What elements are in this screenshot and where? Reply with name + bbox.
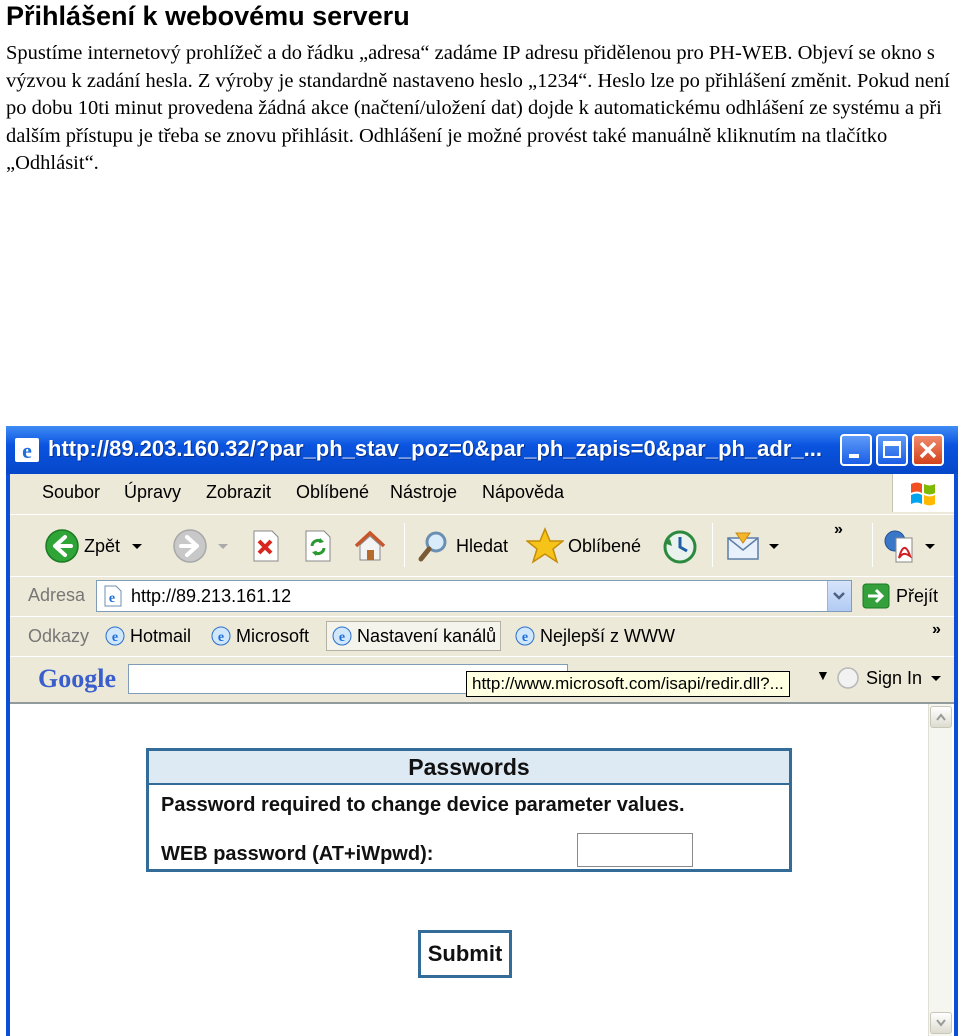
stop-icon [250, 529, 282, 563]
close-icon [914, 436, 942, 464]
stop-button[interactable] [250, 527, 282, 565]
link-tooltip: http://www.microsoft.com/isapi/redir.dll?... [466, 671, 790, 697]
toolbar-separator [872, 523, 873, 567]
address-bar [10, 576, 954, 614]
browser-window [6, 426, 958, 1036]
chevron-up-icon [935, 713, 947, 721]
forward-button[interactable] [172, 527, 232, 565]
links-overflow-chevron[interactable]: » [932, 621, 941, 638]
link-channel-settings[interactable] [326, 621, 501, 651]
history-icon [660, 527, 698, 565]
windows-flag-icon [893, 474, 953, 512]
vertical-scrollbar[interactable] [928, 704, 952, 1036]
browser-chrome [10, 474, 954, 1036]
menu-file[interactable]: Soubor [42, 482, 101, 502]
scroll-up-button[interactable] [930, 706, 952, 728]
page-content [10, 702, 954, 1036]
mail-dropdown-icon[interactable] [766, 541, 782, 551]
address-label: Adresa [28, 585, 86, 605]
address-input[interactable] [96, 580, 852, 612]
links-label: Odkazy [28, 626, 90, 646]
pdf-dropdown-icon[interactable] [922, 541, 938, 551]
toolbar-separator [404, 523, 405, 567]
ie-page-icon [514, 625, 536, 647]
menu-edit[interactable]: Úpravy [124, 482, 182, 502]
page-icon [103, 585, 123, 607]
link-hotmail[interactable] [100, 621, 195, 651]
go-arrow-icon [862, 583, 890, 609]
address-value: http://89.213.161.12 [131, 585, 292, 606]
pdf-icon [882, 528, 918, 564]
ie-page-icon [331, 625, 353, 647]
menu-favorites[interactable]: Oblíbené [296, 482, 370, 502]
forward-dropdown-icon[interactable] [214, 541, 232, 551]
google-dropdown-icon[interactable]: ▼ [816, 667, 830, 683]
menu-view[interactable]: Zobrazit [206, 482, 272, 502]
google-toolbar [10, 656, 954, 700]
panel-description: Password required to change device parameter values. [161, 794, 685, 816]
go-label: Přejít [896, 585, 939, 606]
sign-in-label: Sign In [866, 667, 923, 688]
back-label: Zpět [84, 535, 121, 556]
home-button[interactable] [352, 527, 388, 565]
svg-text:e: e [111, 630, 119, 645]
link-channel-settings-label: Nastavení kanálů [357, 625, 497, 646]
mail-icon [726, 529, 762, 563]
toolbar-overflow-chevron[interactable]: » [834, 521, 843, 538]
maximize-button[interactable] [876, 434, 908, 466]
history-button[interactable] [660, 527, 698, 565]
password-input[interactable] [577, 833, 693, 867]
svg-text:e: e [338, 630, 346, 645]
svg-text:e: e [108, 591, 116, 606]
link-hotmail-label: Hotmail [130, 625, 192, 646]
title-bar [6, 426, 958, 474]
ie-icon [14, 437, 40, 463]
standard-toolbar [10, 514, 954, 574]
document-title: Přihlášení k webovému serveru [6, 1, 410, 31]
maximize-icon [878, 436, 906, 464]
sign-in-button[interactable] [836, 666, 944, 690]
svg-text:e: e [521, 630, 529, 645]
document-paragraph: Spustíme internetový prohlížeč a do řádku „adresa“ zadáme IP adresu přidělenou pro PH-WEB. Objeví se okno s výzvou k zadání hesla. Z výroby je standardně nastaveno heslo „1234“. Heslo lze po přihlášení změnit. Pokud není po dobu 10ti minut provedena žádná akce (načtení/uložení dat) dojde k automatickému odhlášení ze systému a při dalším přístupu je třeba se znovu přihlásit. Odhlášení je možné provést také manuálně kliknutím na tlačítko „Odhlásit“. [6, 42, 950, 174]
svg-text:e: e [217, 630, 225, 645]
submit-button[interactable]: Submit [418, 930, 512, 978]
google-logo[interactable]: Google [38, 664, 116, 693]
svg-text:e: e [22, 438, 32, 463]
favorites-label: Oblíbené [568, 535, 642, 556]
mail-button[interactable] [726, 527, 782, 565]
forward-arrow-icon [172, 528, 208, 564]
link-microsoft-label: Microsoft [236, 625, 310, 646]
link-best-of-web[interactable] [510, 621, 679, 651]
menu-bar [10, 474, 880, 512]
search-label: Hledat [456, 535, 509, 556]
chevron-down-icon [828, 581, 850, 611]
menu-tools[interactable]: Nástroje [390, 482, 458, 502]
pdf-button[interactable] [882, 527, 938, 565]
go-button[interactable] [862, 583, 938, 609]
refresh-icon [302, 529, 334, 563]
home-icon [352, 528, 388, 564]
minimize-icon [842, 436, 870, 464]
window-title: http://89.203.160.32/?par_ph_stav_poz=0&par_ph_zapis=0&par_ph_adr_... [48, 436, 822, 461]
search-icon [416, 528, 452, 564]
chevron-down-icon [935, 1019, 947, 1027]
link-microsoft[interactable] [206, 621, 313, 651]
minimize-button[interactable] [840, 434, 872, 466]
user-circle-icon [836, 666, 860, 690]
close-button[interactable] [912, 434, 944, 466]
windows-logo [892, 474, 954, 512]
refresh-button[interactable] [302, 527, 334, 565]
scroll-down-button[interactable] [930, 1012, 952, 1034]
ie-page-icon [104, 625, 126, 647]
links-bar [10, 616, 954, 654]
star-icon [526, 527, 564, 565]
sign-in-dropdown-icon [928, 673, 944, 683]
favorites-button[interactable] [526, 527, 641, 565]
ie-page-icon [210, 625, 232, 647]
back-dropdown-icon[interactable] [128, 541, 146, 551]
menu-help[interactable]: Nápověda [482, 482, 565, 502]
search-button[interactable] [416, 527, 508, 565]
toolbar-separator [712, 523, 713, 567]
password-label: WEB password (AT+iWpwd): [161, 843, 434, 865]
back-arrow-icon [44, 528, 80, 564]
link-best-of-web-label: Nejlepší z WWW [540, 625, 675, 646]
address-dropdown-button[interactable] [827, 581, 851, 611]
back-button[interactable] [44, 527, 146, 565]
passwords-panel [146, 748, 792, 872]
panel-title: Passwords [149, 751, 789, 785]
